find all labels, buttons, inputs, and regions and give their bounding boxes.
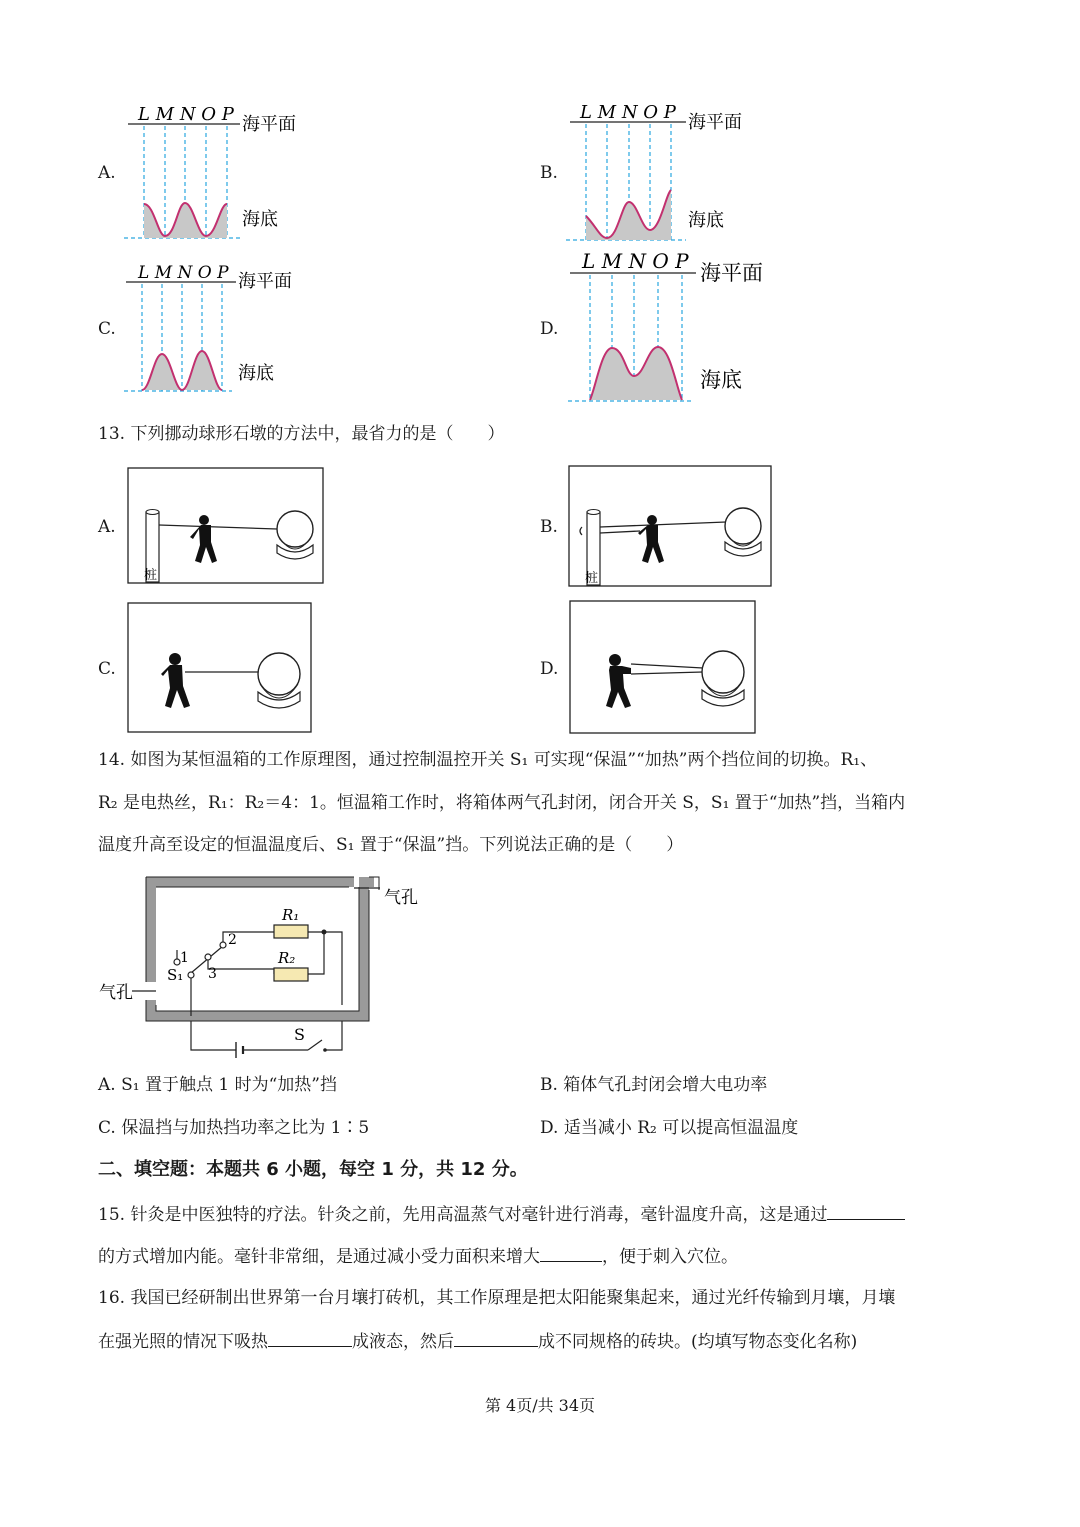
stone-ball-icon bbox=[277, 511, 313, 559]
option-letter-a: A. bbox=[98, 517, 116, 537]
person-icon bbox=[190, 515, 217, 563]
q15-line1 bbox=[98, 1203, 905, 1225]
points-label: L M N O P bbox=[582, 249, 689, 273]
contact-1-label: 1 bbox=[180, 950, 189, 966]
q14-stem-line2: R₂ 是电热丝，R₁：R₂＝4：1。恒温箱工作时，将箱体两气孔封闭，闭合开关 S，S₁ 置于“加热”挡，当箱内 bbox=[98, 793, 906, 813]
q15-line2-text-b: ，便于刺入穴位。 bbox=[602, 1247, 738, 1267]
q16-blank-1[interactable] bbox=[268, 1330, 352, 1347]
seabed-label: 海底 bbox=[700, 368, 742, 392]
q16-line2-text-a: 在强光照的情况下吸热 bbox=[98, 1332, 268, 1352]
r1-label: R₁ bbox=[282, 906, 300, 924]
points-label: L M N O P bbox=[138, 104, 234, 125]
seabed-label: 海底 bbox=[688, 210, 724, 231]
sea-level-label: 海平面 bbox=[700, 261, 763, 285]
q12-diagram-a bbox=[120, 100, 320, 245]
q13-stem: 13. 下列挪动球形石墩的方法中，最省力的是（ ） bbox=[98, 424, 505, 444]
option-letter-d: D. bbox=[540, 659, 559, 679]
option-letter-b: B. bbox=[540, 517, 558, 537]
q15-line2-text-a: 的方式增加内能。毫针非常细，是通过减小受力面积来增大 bbox=[98, 1247, 540, 1267]
q13-diagram-a bbox=[127, 467, 325, 585]
q16-line2 bbox=[98, 1330, 857, 1352]
q14-stem-line1: 14. 如图为某恒温箱的工作原理图，通过控制温控开关 S₁ 可实现“保温”“加热”两个挡位间的切换。R₁、 bbox=[98, 750, 878, 770]
vent-label-left: 气孔 bbox=[99, 983, 133, 1003]
person-icon bbox=[606, 654, 631, 708]
sea-level-label: 海平面 bbox=[688, 112, 742, 133]
q13-diagram-c bbox=[127, 602, 313, 734]
stone-ball-icon bbox=[725, 508, 761, 556]
q12-diagram-c bbox=[120, 258, 320, 398]
option-letter-c: C. bbox=[98, 659, 116, 679]
option-letter-c: C. bbox=[98, 319, 116, 339]
q15-line1-text: 15. 针灸是中医独特的疗法。针灸之前，先用高温蒸气对毫针进行消毒，毫针温度升高，这是通过 bbox=[98, 1205, 828, 1225]
sea-level-label: 海平面 bbox=[242, 114, 296, 135]
page-footer: 第 4页/共 34页 bbox=[484, 1396, 596, 1415]
q14-stem-line3: 温度升高至设定的恒温温度后、S₁ 置于“保温”挡。下列说法正确的是（ ） bbox=[98, 835, 684, 855]
q12-diagram-b bbox=[562, 98, 762, 246]
r2-label: R₂ bbox=[278, 949, 296, 967]
q14-option-d: D. 适当减小 R₂ 可以提高恒温温度 bbox=[540, 1118, 799, 1138]
q16-line1: 16. 我国已经研制出世界第一台月壤打砖机，其工作原理是把太阳能聚集起来，通过光纤传输到月壤，月壤 bbox=[98, 1288, 896, 1308]
sea-level-label: 海平面 bbox=[238, 271, 292, 292]
q14-circuit-diagram bbox=[96, 866, 426, 1062]
q14-option-b: B. 箱体气孔封闭会增大电功率 bbox=[540, 1075, 768, 1095]
q14-option-c: C. 保温挡与加热挡功率之比为 1∶5 bbox=[98, 1118, 370, 1138]
q16-line2-text-c: 成不同规格的砖块。(均填写物态变化名称) bbox=[538, 1332, 858, 1352]
seabed-label: 海底 bbox=[242, 209, 278, 230]
points-label: L M N O P bbox=[138, 263, 229, 283]
section-heading: 二、填空题：本题共 6 小题，每空 1 分，共 12 分。 bbox=[98, 1159, 528, 1180]
person-icon bbox=[638, 515, 664, 563]
resistor-r2 bbox=[274, 968, 308, 981]
q13-diagram-b bbox=[568, 465, 773, 588]
q16-line2-text-b: 成液态，然后 bbox=[352, 1332, 454, 1352]
option-letter-b: B. bbox=[540, 163, 558, 183]
points-label: L M N O P bbox=[580, 102, 676, 123]
option-letter-a: A. bbox=[98, 163, 116, 183]
s-switch-label: S bbox=[294, 1025, 305, 1044]
resistor-r1 bbox=[274, 925, 308, 938]
q15-line2 bbox=[98, 1245, 738, 1267]
q12-diagram-d bbox=[562, 246, 782, 408]
q16-blank-2[interactable] bbox=[454, 1330, 538, 1347]
contact-2-label: 2 bbox=[228, 932, 237, 948]
seabed-label: 海底 bbox=[238, 363, 274, 384]
q15-blank-1[interactable] bbox=[827, 1203, 905, 1220]
q13-diagram-d bbox=[569, 600, 757, 735]
post-label: 桩 bbox=[585, 571, 599, 586]
option-letter-d: D. bbox=[540, 319, 559, 339]
contact-3-label: 3 bbox=[208, 966, 217, 982]
person-icon bbox=[161, 653, 190, 708]
q14-option-a: A. S₁ 置于触点 1 时为“加热”挡 bbox=[98, 1075, 337, 1095]
s1-label: S₁ bbox=[167, 966, 184, 984]
post-label: 桩 bbox=[144, 568, 158, 583]
q15-blank-2[interactable] bbox=[540, 1245, 602, 1262]
vent-label-top: 气孔 bbox=[384, 888, 418, 908]
stone-ball-icon bbox=[258, 653, 300, 708]
stone-ball-icon bbox=[702, 651, 744, 706]
